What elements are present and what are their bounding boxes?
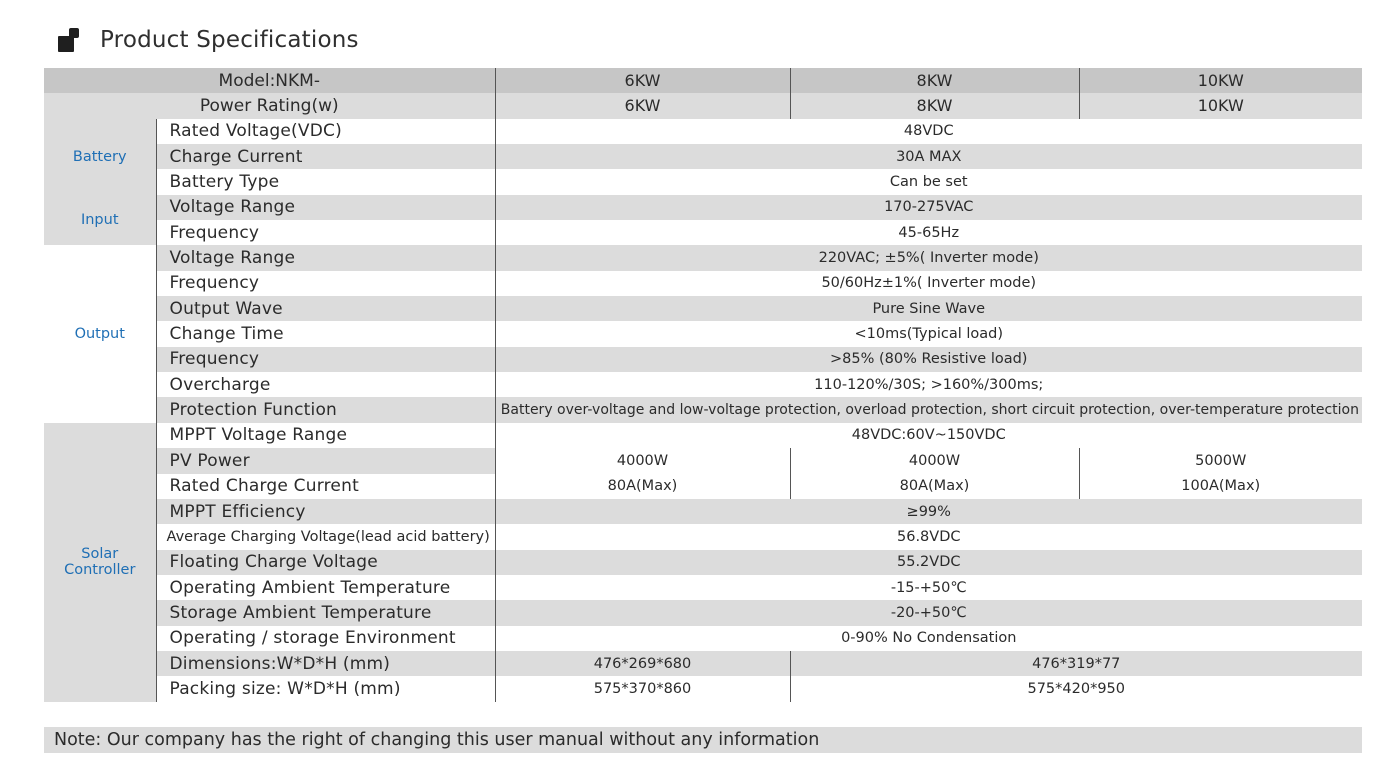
row-value: 575*420*950 <box>790 676 1362 701</box>
row-label: Dimensions:W*D*H (mm) <box>156 651 495 676</box>
row-label: Frequency <box>156 347 495 372</box>
table-row <box>44 296 1362 321</box>
row-value: 220VAC; ±5%( Inverter mode) <box>495 245 1362 270</box>
row-label: Frequency <box>156 220 495 245</box>
table-row <box>44 245 1362 270</box>
table-row <box>44 195 1362 220</box>
footer-note: Note: Our company has the right of changing this user manual without any information <box>44 727 1362 753</box>
row-value: 80A(Max) <box>790 474 1079 499</box>
row-value: 5000W <box>1079 448 1362 473</box>
row-label: Frequency <box>156 271 495 296</box>
table-row <box>44 119 1362 144</box>
table-row <box>44 626 1362 651</box>
row-value: 476*269*680 <box>495 651 790 676</box>
model-10kw: 10KW <box>1079 68 1362 93</box>
row-value: 30A MAX <box>495 144 1362 169</box>
power-rating-label: Power Rating(w) <box>44 93 495 118</box>
page-title: Product Specifications <box>100 27 359 53</box>
table-row <box>44 321 1362 346</box>
group-battery: Battery <box>44 119 156 195</box>
row-label: Floating Charge Voltage <box>156 550 495 575</box>
table-row <box>44 220 1362 245</box>
power-6kw: 6KW <box>495 93 790 118</box>
row-label: Voltage Range <box>156 195 495 220</box>
document-icon <box>56 25 86 55</box>
row-label: Charge Current <box>156 144 495 169</box>
row-value: 55.2VDC <box>495 550 1362 575</box>
table-row <box>44 144 1362 169</box>
row-value: Battery over-voltage and low-voltage protection, overload protection, short circuit protection, over-temperature protection <box>495 397 1362 422</box>
power-10kw: 10KW <box>1079 93 1362 118</box>
model-label: Model:NKM- <box>44 68 495 93</box>
row-label: Voltage Range <box>156 245 495 270</box>
row-value: -20-+50℃ <box>495 600 1362 625</box>
row-label: Battery Type <box>156 169 495 194</box>
row-label: Packing size: W*D*H (mm) <box>156 676 495 701</box>
row-label: PV Power <box>156 448 495 473</box>
row-value: <10ms(Typical load) <box>495 321 1362 346</box>
table-row <box>44 524 1362 549</box>
table-row <box>44 372 1362 397</box>
table-row <box>44 550 1362 575</box>
page-header <box>56 22 359 58</box>
row-value: 110-120%/30S; >160%/300ms; <box>495 372 1362 397</box>
row-value: 45-65Hz <box>495 220 1362 245</box>
row-label: Overcharge <box>156 372 495 397</box>
group-input: Input <box>44 195 156 246</box>
group-solar-line1: Solar <box>81 546 119 563</box>
table-row <box>44 651 1362 676</box>
model-6kw: 6KW <box>495 68 790 93</box>
row-value: 4000W <box>790 448 1079 473</box>
row-value: Can be set <box>495 169 1362 194</box>
row-label: MPPT Voltage Range <box>156 423 495 448</box>
row-value: ≥99% <box>495 499 1362 524</box>
group-solar-line2: Controller <box>64 562 136 579</box>
table-row <box>44 499 1362 524</box>
row-value: 48VDC <box>495 119 1362 144</box>
row-label: Change Time <box>156 321 495 346</box>
power-8kw: 8KW <box>790 93 1079 118</box>
row-value: 80A(Max) <box>495 474 790 499</box>
group-output: Output <box>44 245 156 422</box>
row-value: 575*370*860 <box>495 676 790 701</box>
row-label: Output Wave <box>156 296 495 321</box>
row-label: Rated Voltage(VDC) <box>156 119 495 144</box>
row-label: Storage Ambient Temperature <box>156 600 495 625</box>
row-label: MPPT Efficiency <box>156 499 495 524</box>
table-row <box>44 271 1362 296</box>
row-label: Operating Ambient Temperature <box>156 575 495 600</box>
spec-table <box>44 68 1362 702</box>
row-label: Rated Charge Current <box>156 474 495 499</box>
row-value: 476*319*77 <box>790 651 1362 676</box>
table-row <box>44 600 1362 625</box>
row-label: Average Charging Voltage(lead acid battery) <box>156 524 495 549</box>
table-row <box>44 575 1362 600</box>
table-row <box>44 474 1362 499</box>
table-row <box>44 448 1362 473</box>
power-rating-row <box>44 93 1362 118</box>
table-row <box>44 423 1362 448</box>
table-row <box>44 169 1362 194</box>
row-value: >85% (80% Resistive load) <box>495 347 1362 372</box>
row-value: 48VDC:60V~150VDC <box>495 423 1362 448</box>
table-row <box>44 676 1362 701</box>
row-value: 100A(Max) <box>1079 474 1362 499</box>
row-value: 50/60Hz±1%( Inverter mode) <box>495 271 1362 296</box>
row-label: Operating / storage Environment <box>156 626 495 651</box>
table-row <box>44 397 1362 422</box>
row-value: 56.8VDC <box>495 524 1362 549</box>
row-value: -15-+50℃ <box>495 575 1362 600</box>
model-8kw: 8KW <box>790 68 1079 93</box>
row-value: Pure Sine Wave <box>495 296 1362 321</box>
group-solar-controller <box>44 423 156 702</box>
row-value: 170-275VAC <box>495 195 1362 220</box>
row-label: Protection Function <box>156 397 495 422</box>
row-value: 0-90% No Condensation <box>495 626 1362 651</box>
row-value: 4000W <box>495 448 790 473</box>
model-row <box>44 68 1362 93</box>
table-row <box>44 347 1362 372</box>
